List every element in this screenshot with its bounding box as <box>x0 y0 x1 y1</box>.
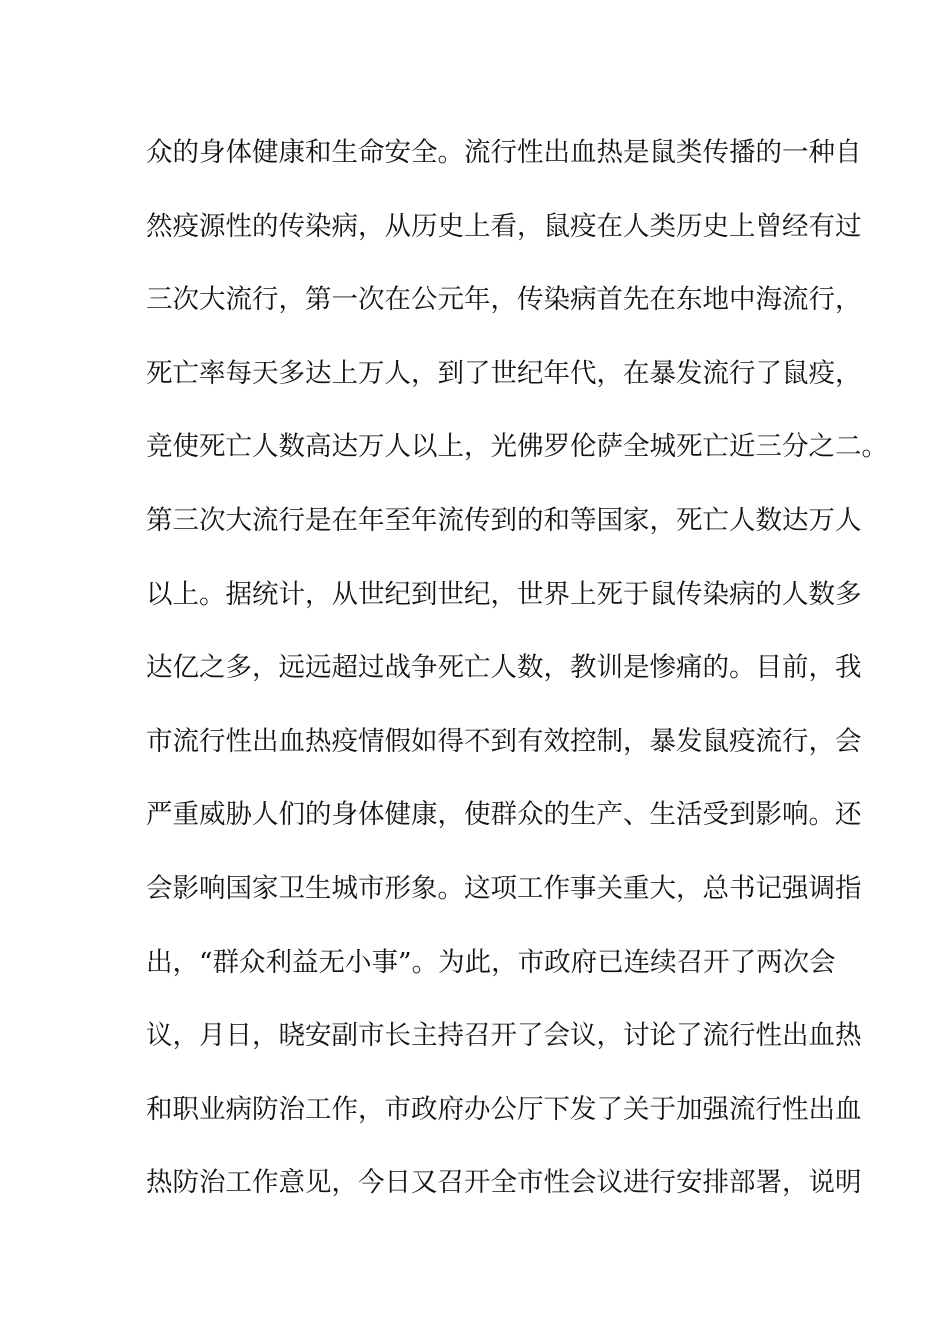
text-line: 三次大流行，第一次在公元年，传染病首先在东地中海流行， <box>146 284 862 316</box>
text-line: 会影响国家卫生城市形象。这项工作事关重大，总书记强调指 <box>146 872 862 904</box>
text-line: 死亡率每天多达上万人，到了世纪年代，在暴发流行了鼠疫， <box>146 357 862 389</box>
text-line: 热防治工作意见，今日又召开全市性会议进行安排部署，说明 <box>146 1167 862 1199</box>
text-line: 严重威胁人们的身体健康，使群众的生产、生活受到影响。还 <box>146 799 862 831</box>
text-line: 出，“群众利益无小事”。为此，市政府已连续召开了两次会 <box>146 946 836 978</box>
text-line: 众的身体健康和生命安全。流行性出血热是鼠类传播的一种自 <box>146 137 862 168</box>
text-line: 达亿之多，远远超过战争死亡人数，教训是惨痛的。目前，我 <box>146 652 862 684</box>
text-line: 然疫源性的传染病，从历史上看，鼠疫在人类历史上曾经有过 <box>146 210 862 242</box>
text-line: 竞使死亡人数高达万人以上，光佛罗伦萨全城死亡近三分之二。 <box>146 431 888 463</box>
text-line: 以上。据统计，从世纪到世纪，世界上死于鼠传染病的人数多 <box>146 578 862 610</box>
text-line: 和职业病防治工作，市政府办公厅下发了关于加强流行性出血 <box>146 1093 862 1125</box>
body-text <box>146 133 888 1237</box>
text-line: 议，月日，晓安副市长主持召开了会议，讨论了流行性出血热 <box>146 1020 862 1052</box>
text-line: 第三次大流行是在年至年流传到的和等国家，死亡人数达万人 <box>146 504 862 536</box>
text-line: 市流行性出血热疫情假如得不到有效控制，暴发鼠疫流行，会 <box>146 725 862 757</box>
